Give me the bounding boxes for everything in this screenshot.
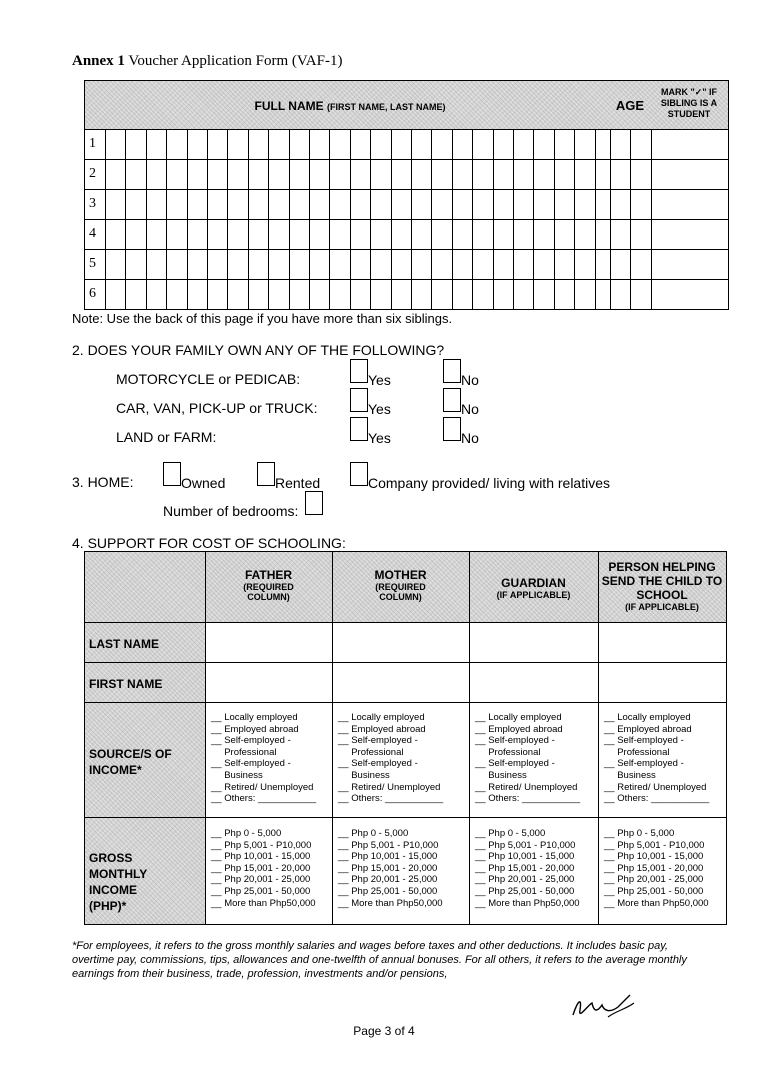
income-source-option[interactable]: __ Self-employed - xyxy=(338,758,418,770)
gross-income-option[interactable]: __ Php 20,001 - 25,000 xyxy=(604,874,704,886)
gross-income-option[interactable]: __ Php 15,001 - 20,000 xyxy=(338,862,438,874)
asset-no-label: No xyxy=(461,372,479,388)
name-char-box-line xyxy=(431,129,432,309)
support-row-label: FIRST NAME xyxy=(89,677,163,691)
support-column-name: GUARDIAN xyxy=(501,576,566,590)
support-row-label: SOURCE/S OF INCOME* xyxy=(89,747,172,777)
annex-title xyxy=(72,53,342,70)
annex-form-title: Voucher Application Form (VAF-1) xyxy=(128,53,343,69)
asset-yes-label: Yes xyxy=(368,430,391,446)
income-source-option[interactable]: __ Self-employed - xyxy=(475,758,555,770)
sibling-row-line xyxy=(85,279,728,280)
income-source-option[interactable]: __ Others: ___________ xyxy=(475,793,581,805)
gross-income-options xyxy=(211,828,316,909)
home-owned-label: Owned xyxy=(181,475,226,491)
gross-income-option[interactable]: __ More than Php50,000 xyxy=(338,897,443,909)
support-column-name: MOTHER xyxy=(374,568,427,582)
income-source-option[interactable]: __ Retired/ Unemployed xyxy=(475,781,578,793)
sibling-student-header: MARK "✓" IF SIBLING IS A STUDENT xyxy=(660,87,718,119)
asset-label: CAR, VAN, PICK-UP or TRUCK: xyxy=(116,400,318,416)
gross-income-option[interactable]: __ Php 15,001 - 20,000 xyxy=(475,862,575,874)
income-source-options xyxy=(475,712,580,805)
support-column-name: FATHER xyxy=(244,568,293,582)
income-footnote: *For employees, it refers to the gross monthly salaries and wages before taxes and other deductions. It includes basic pay, overtime pay, commissions, tips, allowances and one-twelfth of annual bonuses. For all others, it refers to the average monthly earnings from their business, trade, profession, investments and/or pensions, xyxy=(72,940,687,980)
income-source-option[interactable]: __ Employed abroad xyxy=(211,723,299,735)
income-source-option[interactable]: __ Self-employed - xyxy=(475,735,555,747)
sibling-row-number: 2 xyxy=(89,166,96,181)
name-char-box-line xyxy=(651,129,652,309)
gross-income-option[interactable]: __ Php 10,001 - 15,000 xyxy=(604,851,704,863)
sibling-row-line xyxy=(85,249,728,250)
gross-income-option[interactable]: __ More than Php50,000 xyxy=(475,897,580,909)
support-col-line xyxy=(469,552,470,924)
gross-income-option[interactable]: __ Php 25,001 - 50,000 xyxy=(338,885,438,897)
income-source-option[interactable]: __ Employed abroad xyxy=(475,723,563,735)
gross-income-option[interactable]: __ More than Php50,000 xyxy=(211,897,316,909)
income-source-option[interactable]: Professional xyxy=(211,746,277,758)
income-source-option[interactable]: Business xyxy=(338,769,390,781)
name-char-box-line xyxy=(248,129,249,309)
support-column-name: PERSON HELPING SEND THE CHILD TO SCHOOL xyxy=(601,560,723,602)
home-company-label: Company provided/ living with relatives xyxy=(368,475,610,491)
income-source-option[interactable]: __ Retired/ Unemployed xyxy=(338,781,441,793)
income-source-options xyxy=(211,712,316,805)
support-row-line xyxy=(85,662,726,663)
q4-title: 4. SUPPORT FOR COST OF SCHOOLING: xyxy=(72,535,346,551)
signature xyxy=(568,985,638,1025)
name-char-box-line xyxy=(207,129,208,309)
gross-income-option[interactable]: __ More than Php50,000 xyxy=(604,897,709,909)
income-source-option[interactable]: __ Retired/ Unemployed xyxy=(211,781,314,793)
gross-income-option[interactable]: __ Php 0 - 5,000 xyxy=(211,828,282,839)
home-rented-label: Rented xyxy=(275,475,321,491)
gross-income-option[interactable]: __ Php 25,001 - 50,000 xyxy=(475,885,575,897)
name-char-box-line xyxy=(411,129,412,309)
asset-label: LAND or FARM: xyxy=(116,429,217,445)
income-source-options xyxy=(338,712,443,805)
name-char-box-line xyxy=(125,129,126,309)
name-char-box-line xyxy=(227,129,228,309)
income-source-option[interactable]: __ Self-employed - xyxy=(604,735,684,747)
gross-income-option[interactable]: __ Php 0 - 5,000 xyxy=(338,828,409,839)
sibling-row-number: 3 xyxy=(89,196,96,211)
support-column-header xyxy=(598,560,726,612)
support-column-note: (IF APPLICABLE) xyxy=(496,590,571,600)
home-company-checkbox[interactable] xyxy=(350,462,368,486)
name-char-box-line xyxy=(452,129,453,309)
support-row-label: GROSS MONTHLY INCOME (PHP)* xyxy=(89,851,148,913)
sibling-row-line xyxy=(85,189,728,190)
name-char-box-line xyxy=(595,129,596,309)
income-source-option[interactable]: __ Self-employed - xyxy=(211,735,291,747)
bedrooms-label: Number of bedrooms: xyxy=(163,503,299,519)
home-owned-checkbox[interactable] xyxy=(163,462,181,486)
asset-no-checkbox[interactable] xyxy=(443,388,461,412)
siblings-note: Note: Use the back of this page if you have more than six siblings. xyxy=(72,311,453,326)
sibling-row-number: 5 xyxy=(89,256,96,271)
gross-income-option[interactable]: __ Php 25,001 - 50,000 xyxy=(211,885,311,897)
asset-label: MOTORCYCLE or PEDICAB: xyxy=(116,371,301,387)
income-source-option[interactable]: Professional xyxy=(604,746,670,758)
income-source-option[interactable]: __ Self-employed - xyxy=(211,758,291,770)
name-char-box-line xyxy=(350,129,351,309)
name-char-box-line xyxy=(146,129,147,309)
name-char-box-line xyxy=(268,129,269,309)
annex-label: Annex 1 xyxy=(72,53,125,69)
income-source-options xyxy=(604,712,709,805)
asset-yes-checkbox[interactable] xyxy=(350,359,368,383)
name-char-box-line xyxy=(610,129,611,309)
gross-income-options xyxy=(604,828,709,909)
q3-title: 3. HOME: xyxy=(72,474,134,490)
asset-yes-checkbox[interactable] xyxy=(350,388,368,412)
support-col-line xyxy=(332,552,333,924)
asset-no-checkbox[interactable] xyxy=(443,359,461,383)
page-number: Page 3 of 4 xyxy=(353,1024,415,1038)
income-source-option[interactable]: __ Others: ___________ xyxy=(211,793,317,805)
gross-income-option[interactable]: __ Php 10,001 - 15,000 xyxy=(475,851,575,863)
q2-title: 2. DOES YOUR FAMILY OWN ANY OF THE FOLLOWING? xyxy=(72,342,445,358)
gross-income-option[interactable]: __ Php 15,001 - 20,000 xyxy=(211,862,311,874)
sibling-row-number: 6 xyxy=(89,286,96,301)
gross-income-option[interactable]: __ Php 10,001 - 15,000 xyxy=(211,851,311,863)
sibling-row-number: 4 xyxy=(89,226,96,241)
income-source-option[interactable]: Business xyxy=(211,769,263,781)
name-char-box-line xyxy=(309,129,310,309)
support-column-header xyxy=(205,568,332,602)
asset-yes-label: Yes xyxy=(368,372,391,388)
support-row-line xyxy=(85,622,726,623)
name-char-box-line xyxy=(472,129,473,309)
name-char-box-line xyxy=(289,129,290,309)
support-row-line xyxy=(85,817,726,818)
name-char-box-line xyxy=(533,129,534,309)
name-char-box-line xyxy=(513,129,514,309)
income-source-option[interactable]: __ Locally employed xyxy=(338,712,425,723)
asset-no-label: No xyxy=(461,430,479,446)
sibling-row-line xyxy=(85,219,728,220)
income-source-option[interactable]: Professional xyxy=(338,746,404,758)
siblings-table xyxy=(84,80,729,310)
home-rented-checkbox[interactable] xyxy=(257,462,275,486)
gross-income-option[interactable]: __ Php 15,001 - 20,000 xyxy=(604,862,704,874)
sibling-row-line xyxy=(85,159,728,160)
full-name-header: FULL NAME (FIRST NAME, LAST NAME) xyxy=(254,99,446,113)
name-char-box-line xyxy=(166,129,167,309)
name-char-box-line xyxy=(187,129,188,309)
income-source-option[interactable]: __ Employed abroad xyxy=(338,723,426,735)
gross-income-option[interactable]: __ Php 20,001 - 25,000 xyxy=(338,874,438,886)
income-source-option[interactable]: __ Locally employed xyxy=(475,712,562,723)
gross-income-option[interactable]: __ Php 25,001 - 50,000 xyxy=(604,885,704,897)
gross-income-option[interactable]: __ Php 5,001 - P10,000 xyxy=(475,839,576,851)
income-source-option[interactable]: Professional xyxy=(475,746,541,758)
income-source-option[interactable]: Business xyxy=(604,769,656,781)
name-char-box-line xyxy=(370,129,371,309)
gross-income-option[interactable]: __ Php 10,001 - 15,000 xyxy=(338,851,438,863)
name-char-box-line xyxy=(391,129,392,309)
income-source-option[interactable]: Business xyxy=(475,769,527,781)
support-column-header xyxy=(332,568,469,602)
age-header: AGE xyxy=(615,98,645,113)
support-row-line xyxy=(85,702,726,703)
gross-income-option[interactable]: __ Php 0 - 5,000 xyxy=(604,828,675,839)
asset-no-label: No xyxy=(461,401,479,417)
support-column-note: (REQUIRED COLUMN) xyxy=(375,582,426,602)
income-source-option[interactable]: __ Locally employed xyxy=(211,712,298,723)
name-char-box-line xyxy=(329,129,330,309)
asset-yes-label: Yes xyxy=(368,401,391,417)
support-col-line xyxy=(205,552,206,924)
support-row-label: LAST NAME xyxy=(89,637,159,651)
income-source-option[interactable]: __ Retired/ Unemployed xyxy=(604,781,707,793)
gross-income-options xyxy=(475,828,580,909)
income-source-option[interactable]: __ Self-employed - xyxy=(338,735,418,747)
bedrooms-box[interactable] xyxy=(305,491,323,515)
gross-income-options xyxy=(338,828,443,909)
gross-income-option[interactable]: __ Php 5,001 - P10,000 xyxy=(211,839,312,851)
name-char-box-line xyxy=(630,129,631,309)
support-column-note: (REQUIRED COLUMN) xyxy=(243,582,294,602)
income-source-option[interactable]: __ Locally employed xyxy=(604,712,691,723)
asset-yes-checkbox[interactable] xyxy=(350,417,368,441)
name-char-box-line xyxy=(105,129,106,309)
name-char-box-line xyxy=(574,129,575,309)
gross-income-option[interactable]: __ Php 5,001 - P10,000 xyxy=(338,839,439,851)
income-source-option[interactable]: __ Others: ___________ xyxy=(604,793,710,805)
sibling-row-number: 1 xyxy=(89,136,96,151)
gross-income-option[interactable]: __ Php 20,001 - 25,000 xyxy=(475,874,575,886)
income-source-option[interactable]: __ Self-employed - xyxy=(604,758,684,770)
gross-income-option[interactable]: __ Php 0 - 5,000 xyxy=(475,828,546,839)
siblings-table-header xyxy=(85,81,728,130)
gross-income-option[interactable]: __ Php 5,001 - P10,000 xyxy=(604,839,705,851)
income-source-option[interactable]: __ Employed abroad xyxy=(604,723,692,735)
gross-income-option[interactable]: __ Php 20,001 - 25,000 xyxy=(211,874,311,886)
support-column-note: (IF APPLICABLE) xyxy=(625,602,699,612)
name-char-box-line xyxy=(554,129,555,309)
name-char-box-line xyxy=(493,129,494,309)
support-column-header xyxy=(469,576,598,600)
income-source-option[interactable]: __ Others: ___________ xyxy=(338,793,444,805)
asset-no-checkbox[interactable] xyxy=(443,417,461,441)
support-table xyxy=(84,551,727,925)
